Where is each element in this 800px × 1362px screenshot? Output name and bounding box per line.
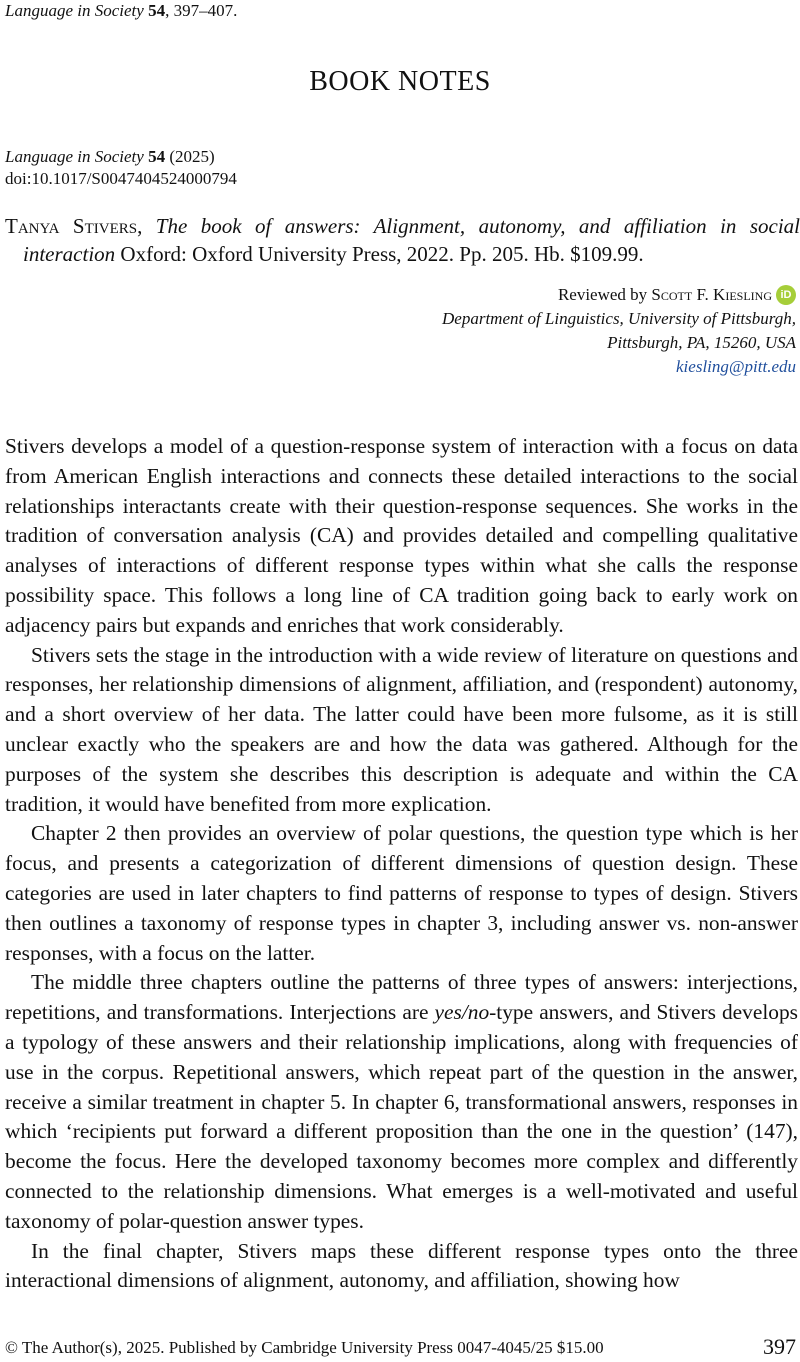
book-details: Oxford: Oxford University Press, 2022. Pp. 205. Hb. $109.99. [115,242,644,266]
paragraph-3: Chapter 2 then provides an overview of polar questions, the question type which is her focus, and presents a categorization of different dimensions of question design. These categories are used in later chapters to find patterns of response to types of design. Stivers then outlines a taxonomy of response types in chapter 3, including answer vs. non-answer responses, with a focus on the latter. [5,821,798,965]
running-head-volume: 54 [148,1,166,20]
citation-volume: 54 [148,147,166,166]
reviewer-name: Scott F. Kiesling [651,285,772,304]
running-head [5,0,237,22]
reviewer-email-link[interactable]: kiesling@pitt.edu [676,357,796,376]
running-head-journal: Language in Society [5,1,144,20]
running-head-pages: , 397–407. [165,1,238,20]
footer-copyright: © The Author(s), 2025. Published by Cambridge University Press 0047-4045/25 $15.00 [5,1338,604,1357]
reviewer-address: Pittsburgh, PA, 15260, USA [607,333,796,352]
paragraph-5: In the final chapter, Stivers maps these different response types onto the three interactional dimensions of alignment, autonomy, and affiliation, showing how [5,1238,798,1293]
book-author: Tanya Stivers [5,214,138,238]
reviewer-prefix: Reviewed by [557,285,648,304]
review-body [5,432,798,1296]
citation-year: (2025) [165,147,215,166]
book-entry [5,212,800,268]
section-title: BOOK NOTES [309,66,491,97]
citation-doi[interactable]: doi:10.1017/S0047404524000794 [5,169,237,188]
paragraph-4 [5,968,798,1236]
reviewer-department: Department of Linguistics, University of Pittsburgh, [442,309,796,328]
paragraph-4-a: The middle three chapters outline the patterns of three types of answers: interjections, repetitions, and transformations. Interjections are [5,970,798,1025]
citation-block [5,146,237,190]
paragraph-2: Stivers sets the stage in the introduction with a wide review of literature on questions and responses, her relationship dimensions of alignment, affiliation, and (respondent) autonomy, and a short overview of her data. The latter could have been more fulsome, as it is still unclear exactly who the speakers are and how the data was gathered. Although for the purposes of the system she describes this description is adequate and within the CA tradition, it would have benefited from more explication. [5,642,798,816]
paragraph-4-emphasis: yes/no [434,1000,490,1025]
paragraph-4-b: -type answers, and Stivers develops a typology of these answers and their relationship implications, along with frequencies of use in the corpus. Repetitional answers, which repeat part of the question in the answer, receive a similar treatment in chapter 5. In chapter 6, transformational answers, responses in which ‘recipients put forward a different proposition than the one in the question’ (147), become the focus. Here the developed taxonomy becomes more complex and differently connected to the relationship dimensions. What emerges is a well-motivated and useful taxonomy of polar-question answer types. [5,1000,798,1233]
orcid-icon[interactable]: iD [776,285,796,305]
footer-page-number: 397 [763,1334,796,1359]
reviewer-block [442,283,796,379]
book-title: The book of answers: Alignment, autonomy, and affiliation in social interaction [23,214,800,266]
book-sep: , [137,214,156,238]
paragraph-1: Stivers develops a model of a question-response system of interaction with a focus on data from American English interactions and connects these detailed interactions to the social relationships interactants create with their question-response sequences. She works in the tradition of conversation analysis (CA) and provides detailed and compelling qualitative analyses of interactions of different response types within what she calls the response possibility space. This follows a long line of CA tradition going back to early work on adjacency pairs but expands and enriches that work considerably. [5,434,798,637]
citation-journal: Language in Society [5,147,144,166]
